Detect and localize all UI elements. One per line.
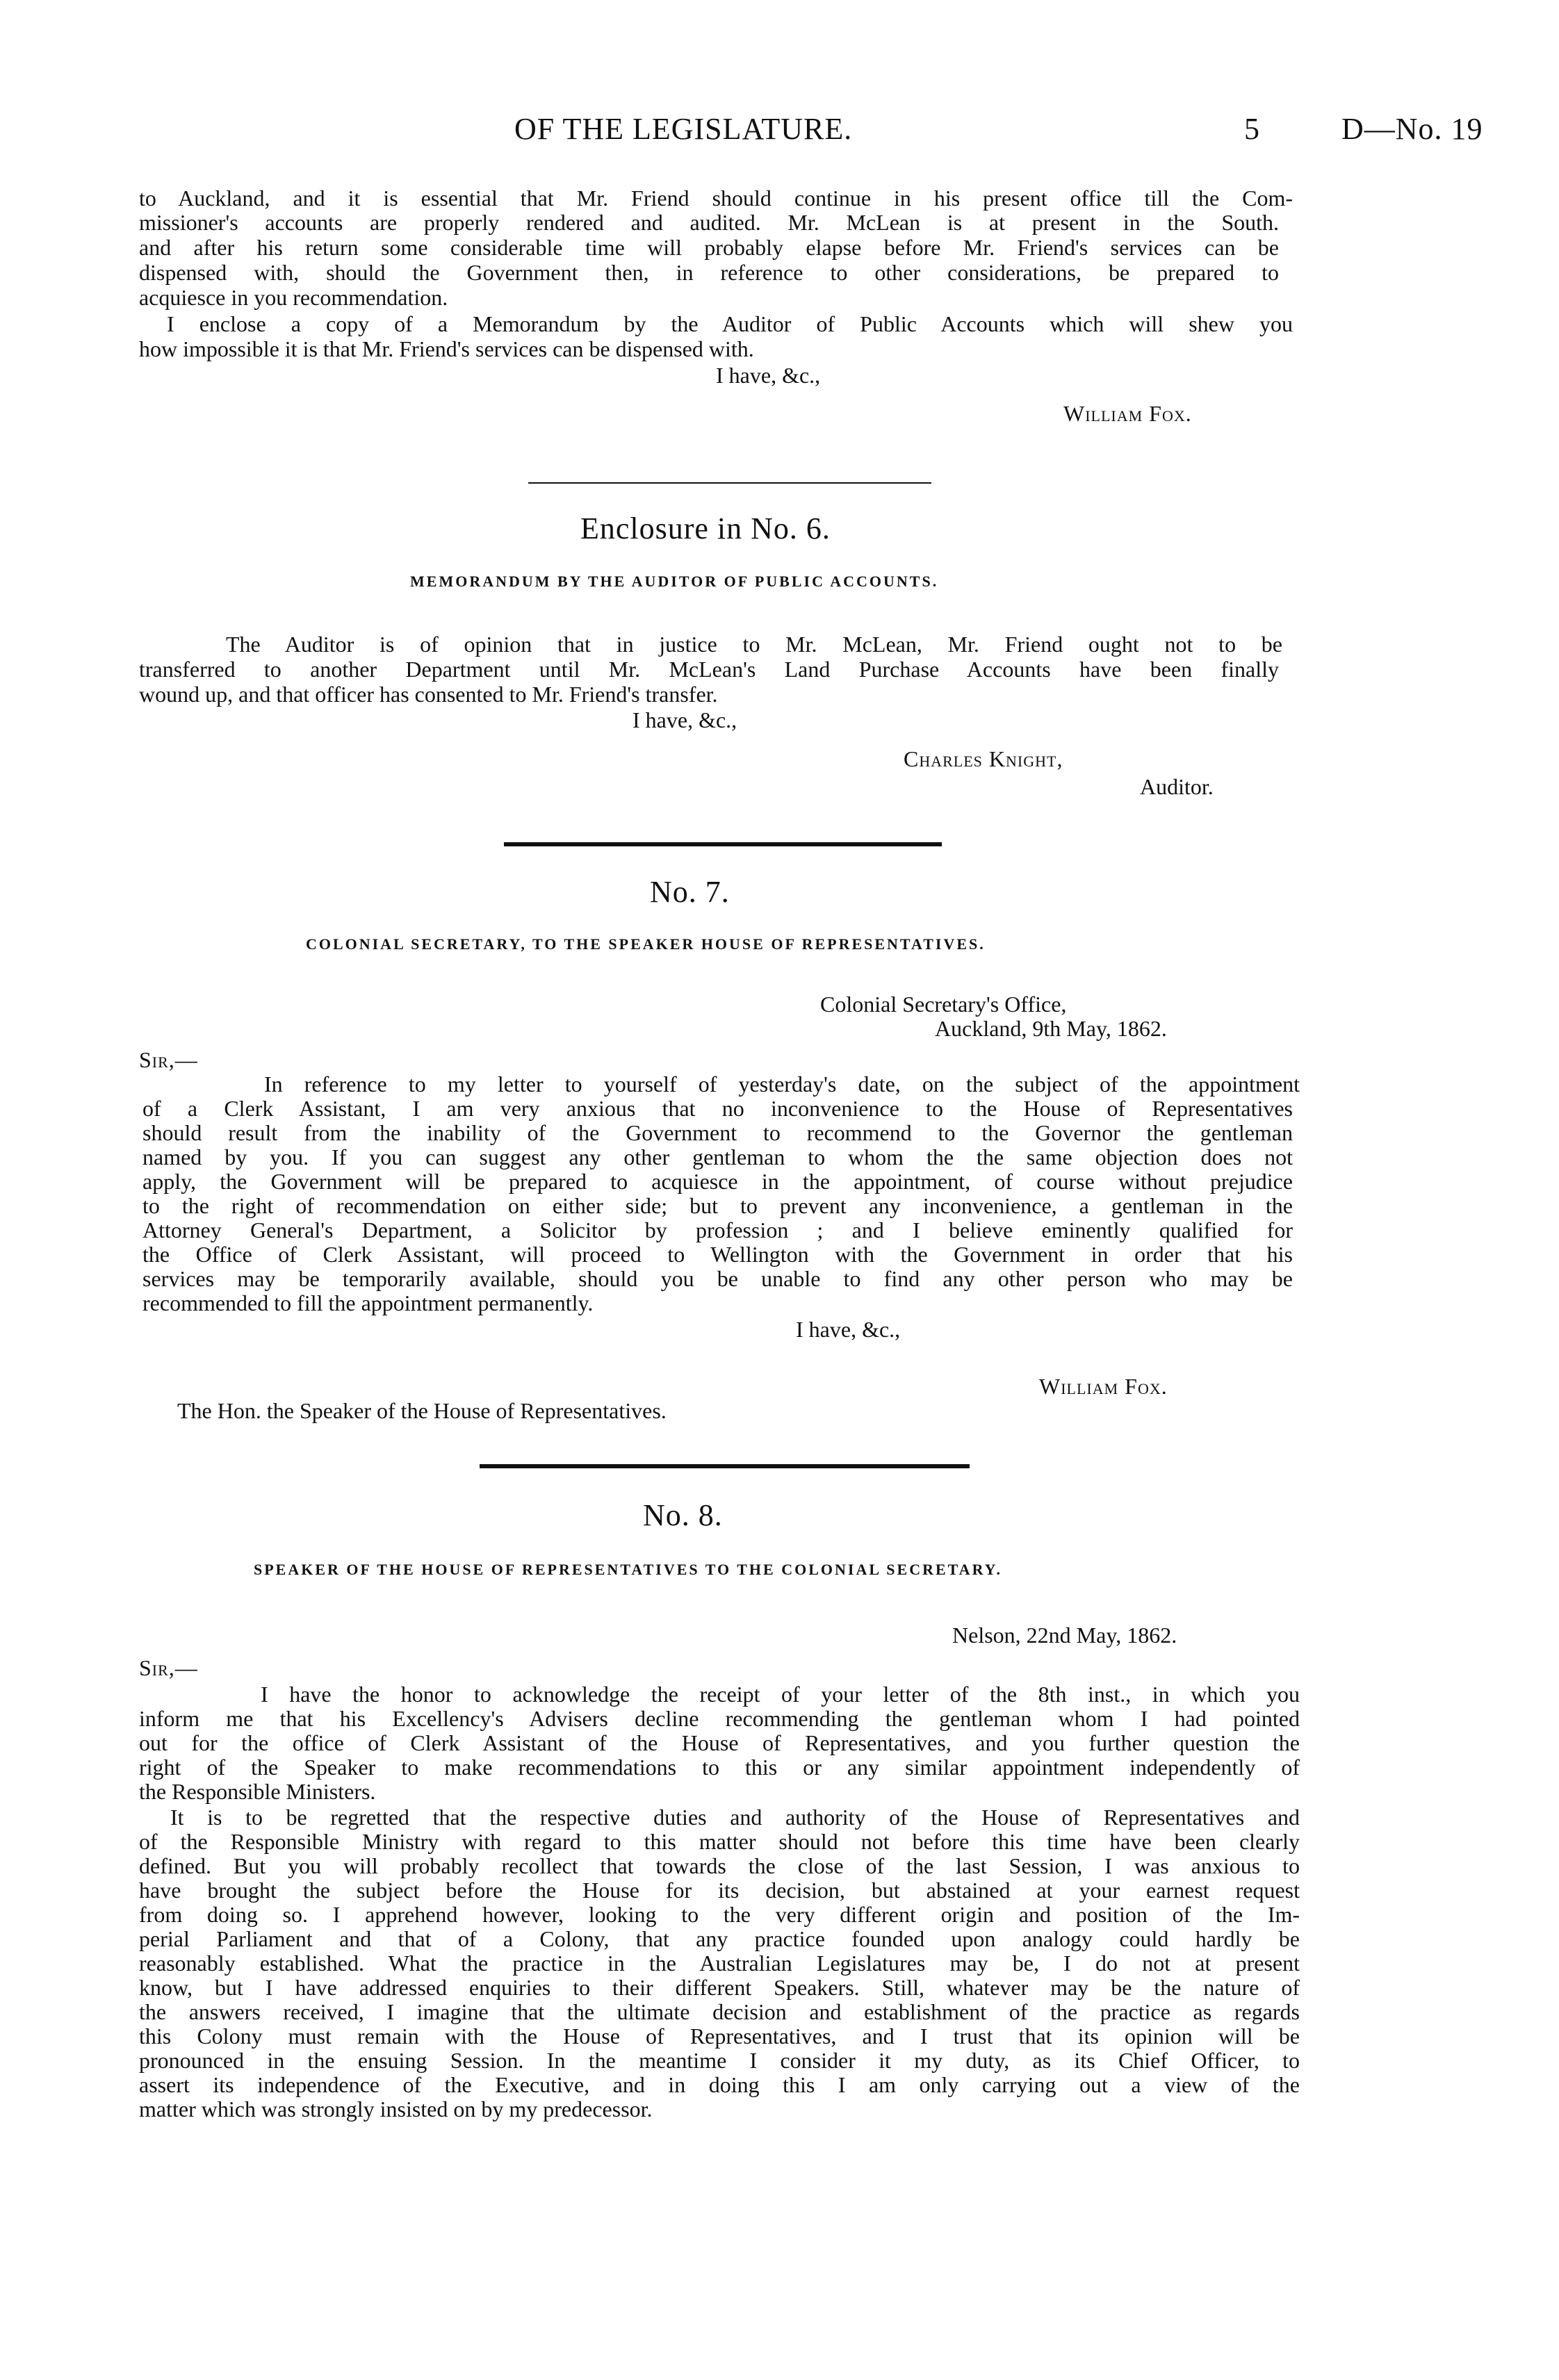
address-line: Colonial Secretary's Office, — [820, 992, 1067, 1017]
paragraph-line: inform me that his Excellency's Advisers decline recommending the gentleman whom I had pointed — [139, 1706, 1300, 1731]
letter-signature: William Fox. — [1063, 401, 1192, 426]
paragraph-line: and after his return some considerable time will probably elapse before Mr. Friend's services can be — [139, 235, 1279, 260]
paragraph-line: right of the Speaker to make recommendations to this or any similar appointment independently of — [139, 1755, 1300, 1780]
section-heading: No. 8. — [643, 1498, 723, 1532]
section-heading: Enclosure in No. 6. — [580, 511, 831, 545]
section-subheading: MEMORANDUM BY THE AUDITOR OF PUBLIC ACCOUNTS. — [410, 573, 939, 590]
salutation: Sir,— — [139, 1655, 198, 1680]
paragraph-line: to the right of recommendation on either side; but to prevent any inconvenience, a gentleman in the — [142, 1193, 1293, 1218]
paragraph-line: acquiesce in you recommendation. — [139, 285, 448, 310]
paragraph-line: the Office of Clerk Assistant, will proceed to Wellington with the Government in order that his — [142, 1242, 1293, 1267]
section-divider — [504, 842, 942, 846]
paragraph-line: out for the office of Clerk Assistant of the House of Representatives, and you further question the — [139, 1730, 1300, 1755]
paragraph-line: services may be temporarily available, should you be unable to find any other person who may be — [142, 1266, 1293, 1291]
paragraph-line: should result from the inability of the Government to recommend to the Governor the gentleman — [142, 1120, 1293, 1145]
paragraph-line: apply, the Government will be prepared to acquiesce in the appointment, of course without prejudice — [142, 1169, 1293, 1194]
paragraph-line: to Auckland, and it is essential that Mr. Friend should continue in his present office till the Com- — [139, 186, 1293, 211]
paragraph-line: know, but I have addressed enquiries to their different Speakers. Still, whatever may be the nature of — [139, 1975, 1300, 2000]
paragraph-line: the answers received, I imagine that the ultimate decision and establishment of the practice as regards — [139, 1999, 1300, 2024]
paragraph-line: reasonably established. What the practice in the Australian Legislatures may be, I do not at present — [139, 1951, 1300, 1976]
page-header-title: OF THE LEGISLATURE. — [514, 112, 853, 146]
paragraph-line: assert its independence of the Executive, and in doing this I am only carrying out a view of the — [139, 2072, 1300, 2097]
paragraph-line: of the Responsible Ministry with regard to this matter should not before this time have been clearly — [139, 1829, 1300, 1854]
letter-closing: I have, &c., — [716, 363, 821, 388]
paragraph-line: Attorney General's Department, a Solicitor by profession ; and I believe eminently qualified for — [142, 1217, 1293, 1242]
letter-closing: I have, &c., — [632, 707, 737, 732]
section-heading: No. 7. — [650, 875, 730, 909]
letter-closing: I have, &c., — [796, 1317, 901, 1342]
address-date: Nelson, 22nd May, 1862. — [952, 1623, 1177, 1648]
salutation: Sir,— — [139, 1047, 198, 1072]
letter-signature: William Fox. — [1039, 1374, 1168, 1399]
page-number: 5 — [1244, 112, 1260, 146]
section-divider — [480, 1464, 970, 1468]
letter-signature: Charles Knight, — [904, 746, 1063, 771]
paragraph-line: The Auditor is of opinion that in justice to Mr. McLean, Mr. Friend ought not to be — [226, 632, 1282, 657]
paragraph-line: It is to be regretted that the respective duties and authority of the House of Representatives and — [170, 1805, 1300, 1830]
addressee: The Hon. the Speaker of the House of Representatives. — [177, 1398, 667, 1423]
paragraph-line: missioner's accounts are properly rendered and audited. Mr. McLean is at present in the South. — [139, 210, 1279, 235]
paragraph-line: pronounced in the ensuing Session. In the meantime I consider it my duty, as its Chief Officer, to — [139, 2048, 1300, 2073]
paragraph-line: matter which was strongly insisted on by my predecessor. — [139, 2096, 653, 2122]
paragraph-line: defined. But you will probably recollect that towards the close of the last Session, I was anxious to — [139, 1853, 1300, 1878]
paragraph-line: recommended to fill the appointment permanently. — [142, 1290, 594, 1315]
paragraph-line: have brought the subject before the House for its decision, but abstained at your earnest request — [139, 1878, 1300, 1903]
paragraph-line: from doing so. I apprehend however, looking to the very different origin and position of the Im- — [139, 1902, 1300, 1927]
section-subheading: SPEAKER OF THE HOUSE OF REPRESENTATIVES TO THE COLONIAL SECRETARY. — [254, 1561, 1003, 1578]
paragraph-line: how impossible it is that Mr. Friend's services can be dispensed with. — [139, 336, 754, 361]
paragraph-line: the Responsible Ministers. — [139, 1779, 376, 1804]
paragraph-line: perial Parliament and that of a Colony, that any practice founded upon analogy could hardly be — [139, 1926, 1300, 1951]
address-date: Auckland, 9th May, 1862. — [935, 1016, 1167, 1041]
paragraph-line: transferred to another Department until Mr. McLean's Land Purchase Accounts have been finally — [139, 657, 1279, 682]
paragraph-line: this Colony must remain with the House of Representatives, and I trust that its opinion will be — [139, 2024, 1300, 2049]
paragraph-line: In reference to my letter to yourself of yesterday's date, on the subject of the appointment — [264, 1072, 1300, 1097]
paragraph-line: named by you. If you can suggest any other gentleman to whom the the same objection does not — [142, 1144, 1293, 1170]
paragraph-line: of a Clerk Assistant, I am very anxious that no inconvenience to the House of Representatives — [142, 1096, 1293, 1121]
paragraph-line: wound up, and that officer has consented to Mr. Friend's transfer. — [139, 682, 718, 707]
document-reference: D—No. 19 — [1341, 112, 1483, 146]
section-subheading: COLONIAL SECRETARY, TO THE SPEAKER HOUSE OF REPRESENTATIVES. — [306, 935, 986, 953]
paragraph-line: I enclose a copy of a Memorandum by the Auditor of Public Accounts which will shew you — [167, 311, 1293, 336]
signature-title: Auditor. — [1140, 774, 1214, 799]
section-divider — [528, 482, 931, 484]
paragraph-line: dispensed with, should the Government then, in reference to other considerations, be prepared to — [139, 260, 1279, 285]
paragraph-line: I have the honor to acknowledge the receipt of your letter of the 8th inst., in which you — [261, 1682, 1300, 1707]
